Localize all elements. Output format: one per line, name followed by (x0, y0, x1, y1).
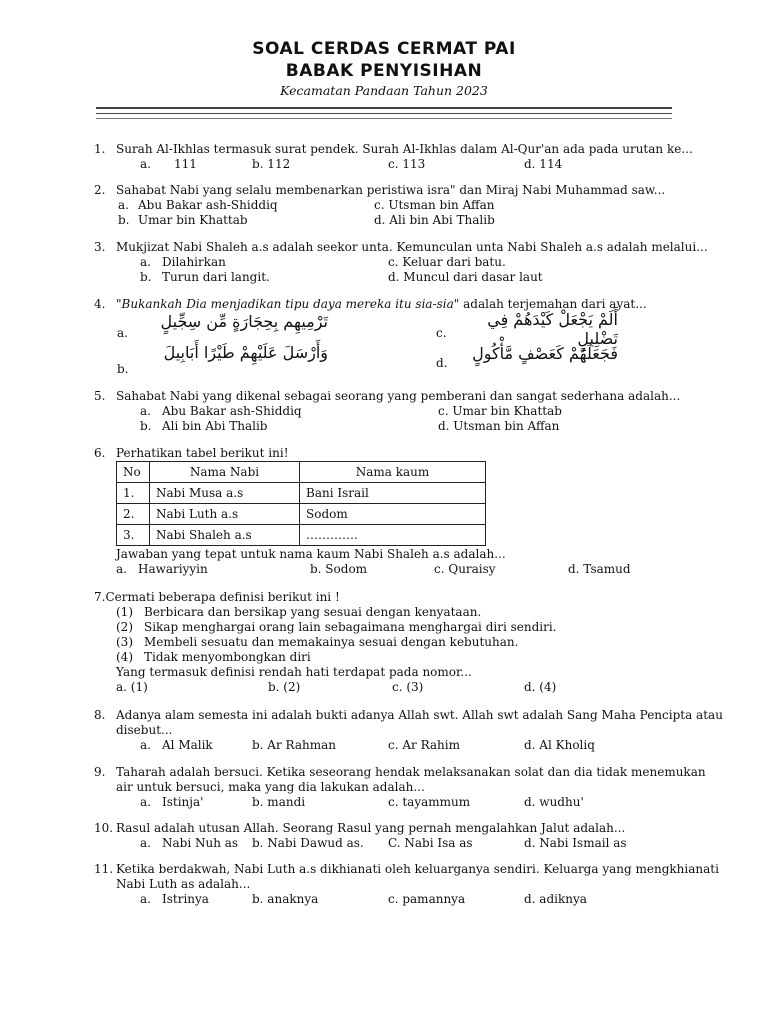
header-divider (96, 113, 672, 114)
option-d: d. Muncul dari dasar laut (388, 270, 543, 284)
option-a-letter: a. (140, 404, 151, 418)
question-text: Mukjizat Nabi Shaleh a.s adalah seekor unta. Kemunculan unta Nabi Shaleh a.s adalah melalui... (116, 240, 708, 254)
question-11 (94, 862, 719, 907)
prophet-table (116, 461, 486, 546)
option-a-letter: a. (140, 836, 151, 850)
option-a: 111 (174, 157, 197, 171)
question-5 (94, 389, 684, 434)
list-item: Sikap menghargai orang lain sebagaimana menghargai diri sendiri. (144, 620, 557, 634)
question-text: Sahabat Nabi yang selalu membenarkan peristiwa isra" dan Miraj Nabi Muhammad saw... (116, 183, 666, 197)
option-a: Abu Bakar ash-Shiddiq (162, 404, 302, 418)
question-number: 4. (94, 297, 106, 311)
option-b-arabic: وَأَرْسَلَ عَلَيْهِمْ طَيْرًا أَبَابِيلَ (163, 343, 328, 362)
option-a-letter: a. (140, 892, 151, 906)
table-row (117, 504, 486, 525)
table-cell: 1. (117, 483, 150, 504)
header-divider (96, 118, 672, 119)
table-cell: Nabi Luth a.s (150, 504, 300, 525)
option-a-letter: a. (117, 326, 128, 340)
option-a: a. (1) (116, 680, 148, 694)
option-b-letter: b. (140, 419, 152, 433)
question-text: Taharah adalah bersuci. Ketika seseorang hendak melaksanakan solat dan dia tidak menemukan (116, 765, 706, 779)
option-a-letter: a. (140, 738, 151, 752)
option-a: Istinja' (162, 795, 204, 809)
question-10 (94, 821, 684, 851)
option-a-letter: a. (118, 198, 129, 212)
option-c: c. Quraisy (434, 562, 496, 576)
option-c: c. Utsman bin Affan (374, 198, 495, 212)
option-b: b. 112 (252, 157, 291, 171)
option-a: Hawariyyin (138, 562, 208, 576)
question-number: 2. (94, 183, 106, 197)
option-a-letter: a. (140, 255, 151, 269)
option-c: c. pamannya (388, 892, 466, 906)
option-a: Istrinya (162, 892, 209, 906)
option-a-letter: a. (140, 795, 151, 809)
question-6 (94, 446, 684, 461)
list-item-number: (1) (116, 605, 133, 619)
option-c: c. Umar bin Khattab (438, 404, 562, 418)
option-d-letter: d. (436, 356, 448, 370)
question-text: Yang termasuk definisi rendah hati terdapat pada nomor... (116, 665, 472, 679)
question-text: Rasul adalah utusan Allah. Seorang Rasul yang pernah mengalahkan Jalut adalah... (116, 821, 626, 835)
option-b: Umar bin Khattab (138, 213, 248, 227)
question-3 (94, 240, 708, 285)
option-b: b. anaknya (252, 892, 319, 906)
option-c: C. Nabi Isa as (388, 836, 473, 850)
option-b-letter: b. (140, 270, 152, 284)
option-c: c. 113 (388, 157, 426, 171)
question-number: 8. (94, 708, 106, 722)
option-a: Abu Bakar ash-Shiddiq (138, 198, 278, 212)
question-text: Ketika berdakwah, Nabi Luth a.s dikhianati oleh keluarganya sendiri. Keluarga yang mengkhianati (116, 862, 719, 876)
option-a-letter: a. (140, 157, 151, 171)
option-b: b. Ar Rahman (252, 738, 336, 752)
option-b: b. Sodom (310, 562, 368, 576)
question-number: 5. (94, 389, 106, 403)
question-number: 3. (94, 240, 106, 254)
table-cell: Nabi Shaleh a.s (150, 525, 300, 546)
option-d: d. Al Kholiq (524, 738, 595, 752)
table-cell: Nabi Musa a.s (150, 483, 300, 504)
question-text-continued: Nabi Luth as adalah... (116, 877, 251, 891)
question-text-continued: air untuk bersuci, maka yang dia lakukan adalah... (116, 780, 425, 794)
option-d: d. adiknya (524, 892, 587, 906)
table-cell: …………. (300, 525, 486, 546)
title-line-2: BABAK PENYISIHAN (285, 61, 483, 81)
option-c: c. tayammum (388, 795, 471, 809)
list-item: Berbicara dan bersikap yang sesuai dengan kenyataan. (144, 605, 482, 619)
option-b: Turun dari langit. (162, 270, 270, 284)
table-header: No (117, 462, 150, 483)
option-c-arabic: أَلَمْ يَجْعَلْ كَيْدَهُمْ فِي تَضْلِيلٍ (487, 310, 618, 348)
option-b: Ali bin Abi Thalib (162, 419, 268, 433)
list-item-number: (2) (116, 620, 133, 634)
question-text: Perhatikan tabel berikut ini! (116, 446, 289, 460)
question-number: 9. (94, 765, 106, 779)
question-number: 10. (94, 821, 114, 835)
option-d: d. Ali bin Abi Thalib (374, 213, 495, 227)
question-text: Jawaban yang tepat untuk nama kaum Nabi Shaleh a.s adalah... (116, 547, 506, 561)
header-divider (96, 107, 672, 109)
table-cell: Bani Israil (300, 483, 486, 504)
question-text: Sahabat Nabi yang dikenal sebagai seorang yang pemberani dan sangat sederhana adalah... (116, 389, 681, 403)
option-d: d. wudhu' (524, 795, 584, 809)
option-d: d. Utsman bin Affan (438, 419, 560, 433)
question-7 (94, 590, 684, 695)
question-text: adalah terjemahan dari ayat... (459, 297, 647, 311)
option-a-letter: a. (116, 562, 127, 576)
table-header: Nama Nabi (150, 462, 300, 483)
option-a-arabic: تَرْمِيهِم بِحِجَارَةٍ مِّن سِجِّيلٍ (160, 312, 328, 331)
option-d: d. Tsamud (568, 562, 631, 576)
question-9 (94, 765, 706, 810)
table-header-row (117, 462, 486, 483)
question-8 (94, 708, 723, 753)
list-item-number: (3) (116, 635, 133, 649)
table-row (117, 525, 486, 546)
option-d: d. Nabi Ismail as (524, 836, 627, 850)
question-text: Surah Al-Ikhlas termasuk surat pendek. Surah Al-Ikhlas dalam Al-Qur'an ada pada urutan ke... (116, 142, 693, 156)
table-header: Nama kaum (300, 462, 486, 483)
option-b: b. mandi (252, 795, 306, 809)
question-number: 11. (94, 862, 114, 876)
option-c-letter: c. (436, 326, 447, 340)
option-c: c. Ar Rahim (388, 738, 460, 752)
option-a: Nabi Nuh as (162, 836, 239, 850)
quoted-translation: "Bukankah Dia menjadikan tipu daya mereka itu sia-sia" (116, 297, 460, 311)
document-header (0, 38, 768, 99)
question-text: Adanya alam semesta ini adalah bukti adanya Allah swt. Allah swt adalah Sang Maha Pencipta atau (116, 708, 723, 722)
question-number: 1. (94, 142, 106, 156)
table-row (117, 483, 486, 504)
option-a: Al Malik (162, 738, 213, 752)
table-cell: Sodom (300, 504, 486, 525)
question-2 (94, 183, 684, 228)
option-a: Dilahirkan (162, 255, 226, 269)
table-cell: 3. (117, 525, 150, 546)
question-number: 6. (94, 446, 106, 460)
option-b-letter: b. (118, 213, 130, 227)
table-cell: 2. (117, 504, 150, 525)
list-item: Tidak menyombongkan diri (144, 650, 311, 664)
option-c: c. (3) (392, 680, 424, 694)
option-b-letter: b. (117, 362, 129, 376)
title-line-1: SOAL CERDAS CERMAT PAI (252, 39, 516, 59)
question-6-prompt (94, 547, 684, 577)
list-item-number: (4) (116, 650, 133, 664)
option-c: c. Keluar dari batu. (388, 255, 506, 269)
option-b: b. (2) (268, 680, 301, 694)
option-d-arabic: فَجَعَلَهُمْ كَعَصْفٍ مَّأْكُولٍ (472, 344, 618, 363)
question-text: 7.Cermati beberapa definisi berikut ini ! (94, 590, 340, 604)
option-d: d. (4) (524, 680, 557, 694)
subtitle: Kecamatan Pandaan Tahun 2023 (280, 83, 488, 98)
question-1 (94, 142, 693, 172)
option-b: b. Nabi Dawud as. (252, 836, 364, 850)
list-item: Membeli sesuatu dan memakainya sesuai dengan kebutuhan. (144, 635, 519, 649)
option-d: d. 114 (524, 157, 563, 171)
question-text-continued: disebut... (116, 723, 173, 737)
